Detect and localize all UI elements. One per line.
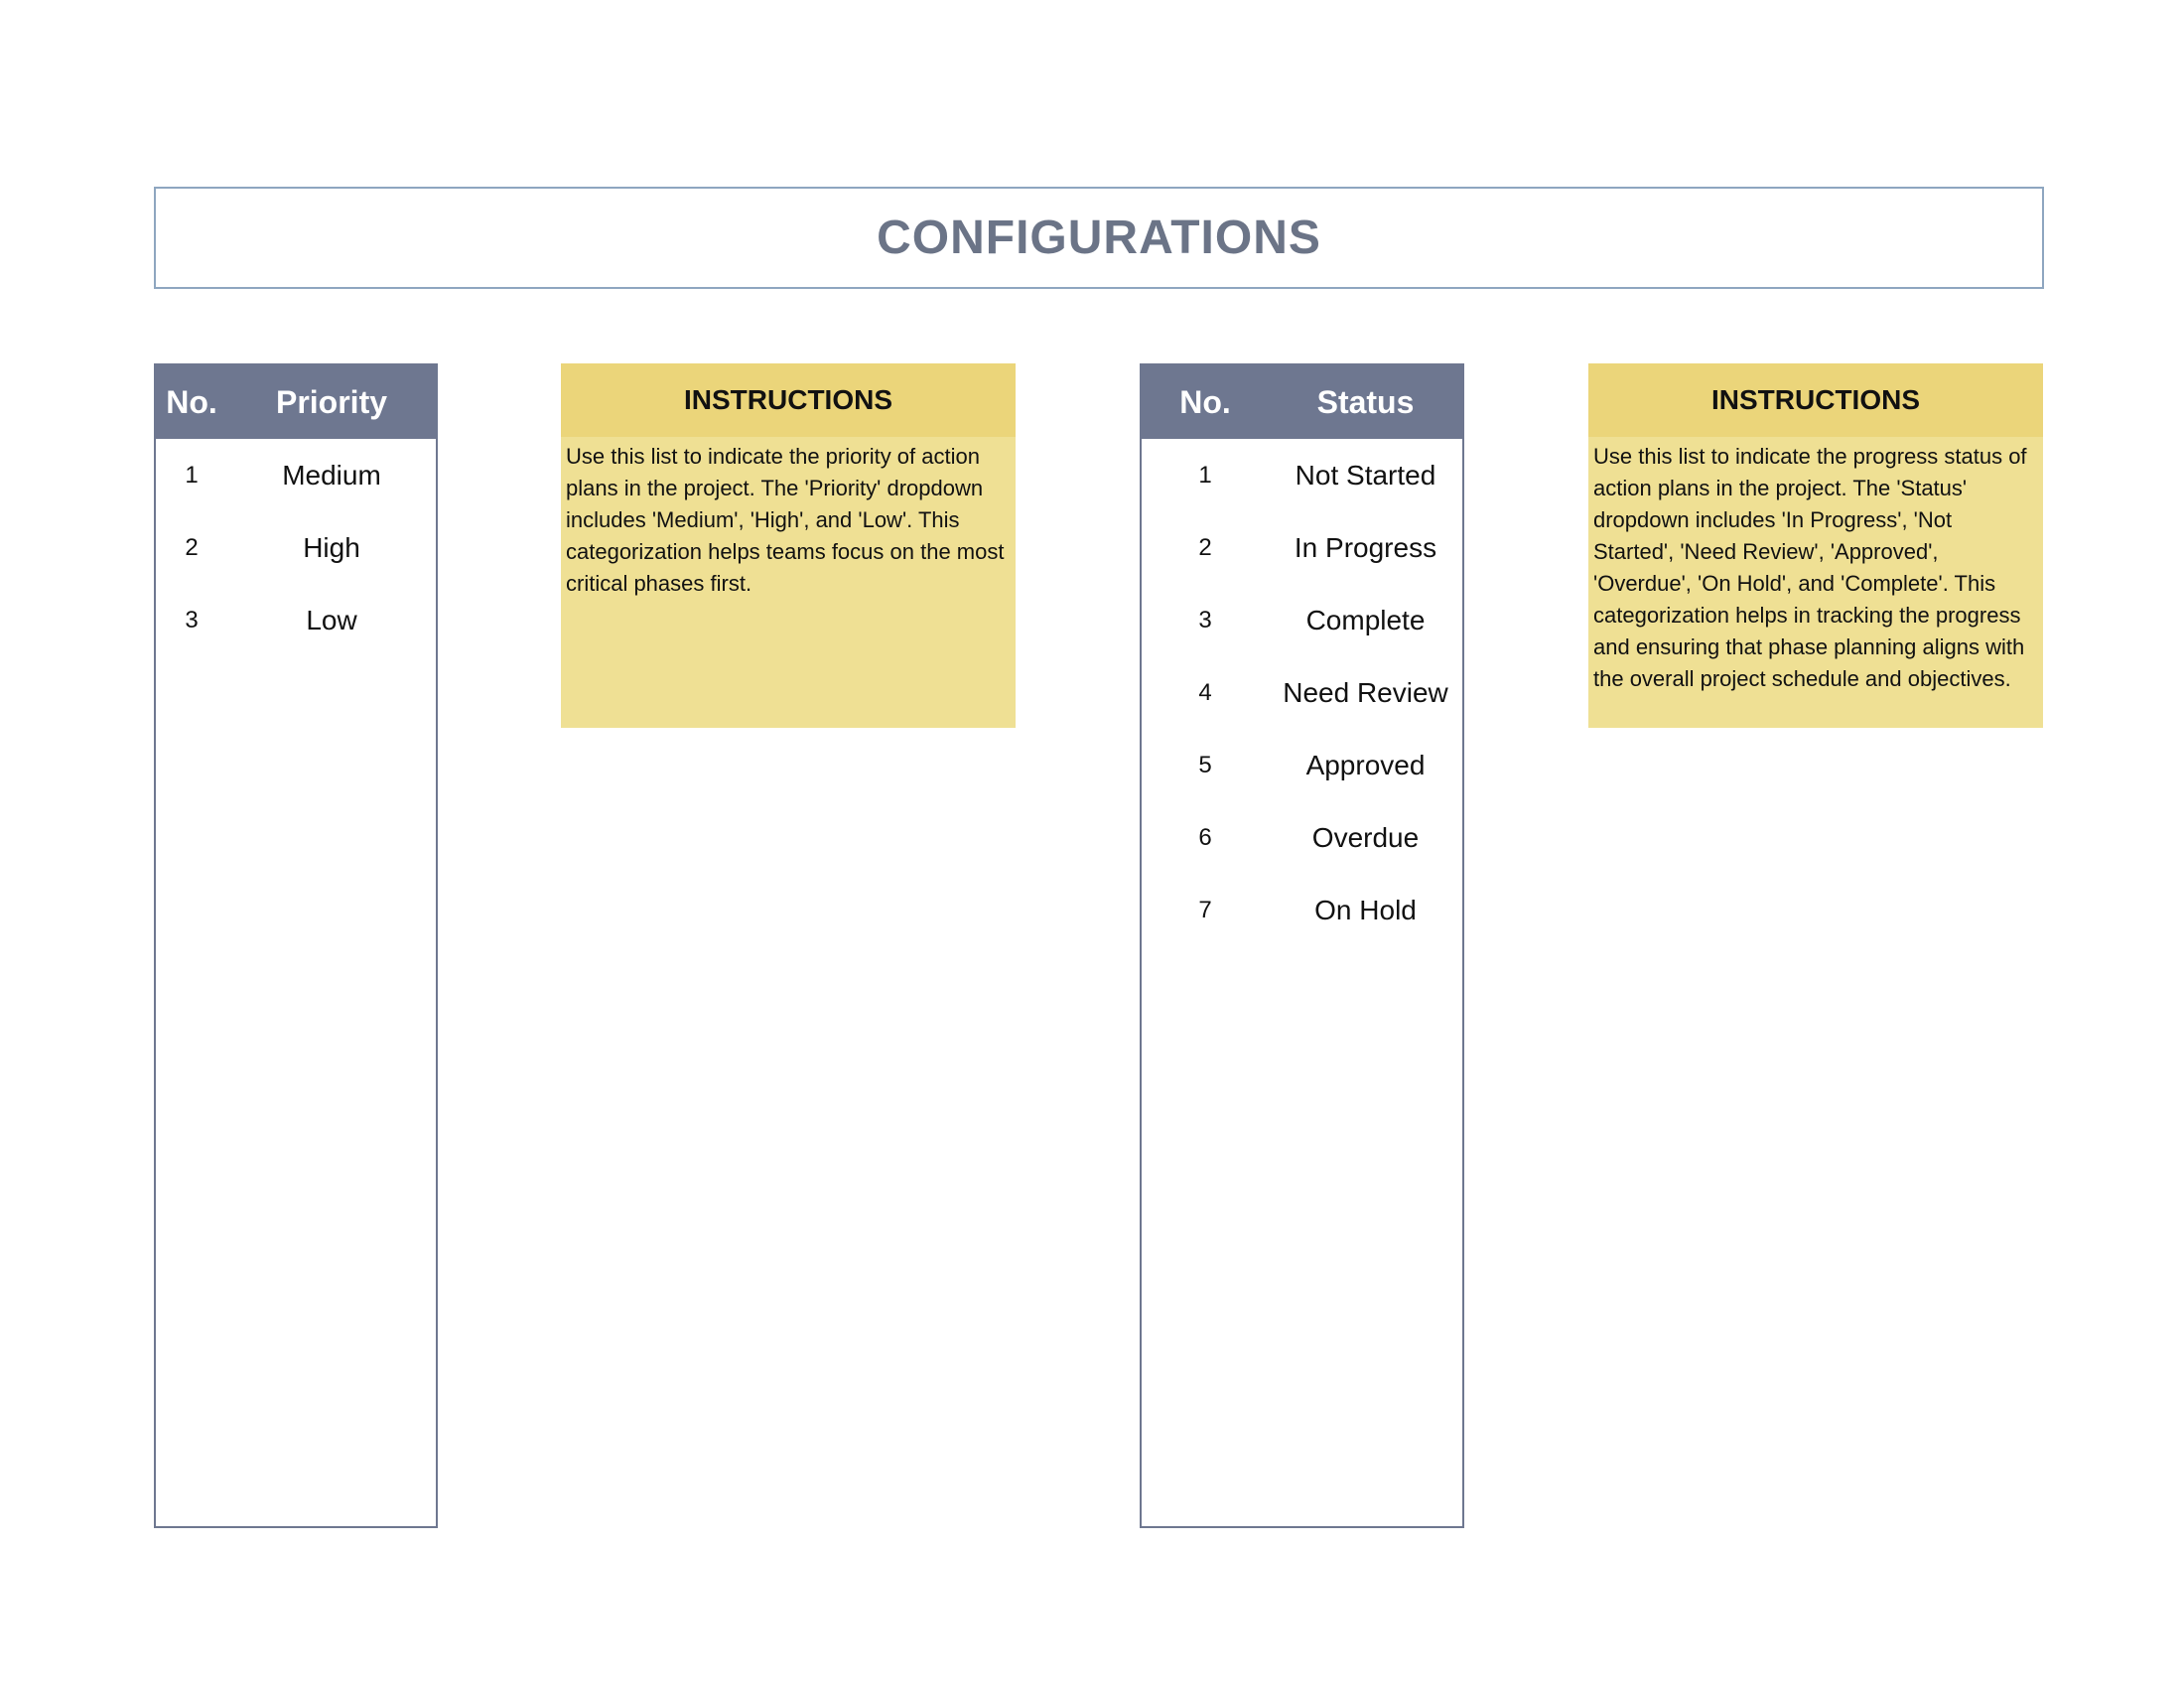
status-table [1140, 363, 1464, 1528]
priority-row-value: Low [306, 604, 357, 635]
status-row-value: Complete [1305, 604, 1426, 635]
priority-instructions-text: Use this list to indicate the priority of action plans in the project. The 'Priority' dropdown includes 'Medium', 'High', and 'Low'. This categorization helps teams focus on the most critical phases first. [566, 444, 1005, 596]
status-row-no: 5 [1198, 751, 1212, 778]
priority-row-value: High [303, 531, 360, 563]
priority-row-no: 2 [185, 533, 199, 561]
status-instructions-text: Use this list to indicate the progress status of action plans in the project. The 'Status' dropdown includes 'In Progress', 'Not Started', 'Need Review', 'Approved', 'Overdue', 'On Hold', and 'Complete'. This categorization helps in tracking the progress and ensuring that phase planning aligns with the overall project schedule and objectives. [1593, 444, 2027, 691]
table-row[interactable] [156, 584, 436, 656]
table-row[interactable] [156, 439, 436, 511]
status-table-header [1142, 365, 1462, 439]
status-row-no: 4 [1198, 678, 1212, 706]
status-table-body [1142, 439, 1462, 946]
page-title: CONFIGURATIONS [877, 211, 1321, 264]
status-row-no: 1 [1198, 461, 1212, 489]
table-row[interactable] [1142, 584, 1462, 656]
status-row-value: Approved [1305, 749, 1426, 780]
priority-header-no: No. [166, 383, 217, 420]
priority-header-value: Priority [275, 383, 388, 420]
status-header-value: Status [1316, 383, 1415, 420]
table-row[interactable] [1142, 801, 1462, 874]
priority-row-no: 3 [185, 606, 199, 633]
priority-instructions-heading: INSTRUCTIONS [561, 363, 1016, 437]
status-row-value: Need Review [1283, 676, 1448, 708]
priority-instructions [561, 363, 1016, 728]
status-row-no: 2 [1198, 533, 1212, 561]
status-row-value: Not Started [1295, 459, 1436, 491]
status-row-no: 3 [1198, 606, 1212, 633]
status-header-no: No. [1179, 383, 1231, 420]
table-row[interactable] [1142, 511, 1462, 584]
priority-table [154, 363, 438, 1528]
status-instructions [1588, 363, 2043, 728]
status-row-no: 6 [1198, 823, 1212, 851]
priority-row-value: Medium [282, 459, 381, 491]
priority-row-no: 1 [185, 461, 199, 489]
table-row[interactable] [156, 511, 436, 584]
status-row-value: Overdue [1311, 821, 1420, 853]
table-row[interactable] [1142, 729, 1462, 801]
table-row[interactable] [1142, 874, 1462, 946]
status-row-no: 7 [1198, 896, 1212, 923]
status-row-value: In Progress [1294, 531, 1437, 563]
priority-table-body [156, 439, 436, 656]
table-row[interactable] [1142, 439, 1462, 511]
page-title-box [154, 187, 2044, 289]
status-instructions-heading: INSTRUCTIONS [1588, 363, 2043, 437]
priority-table-header [156, 365, 436, 439]
table-row[interactable] [1142, 656, 1462, 729]
status-row-value: On Hold [1314, 894, 1417, 925]
